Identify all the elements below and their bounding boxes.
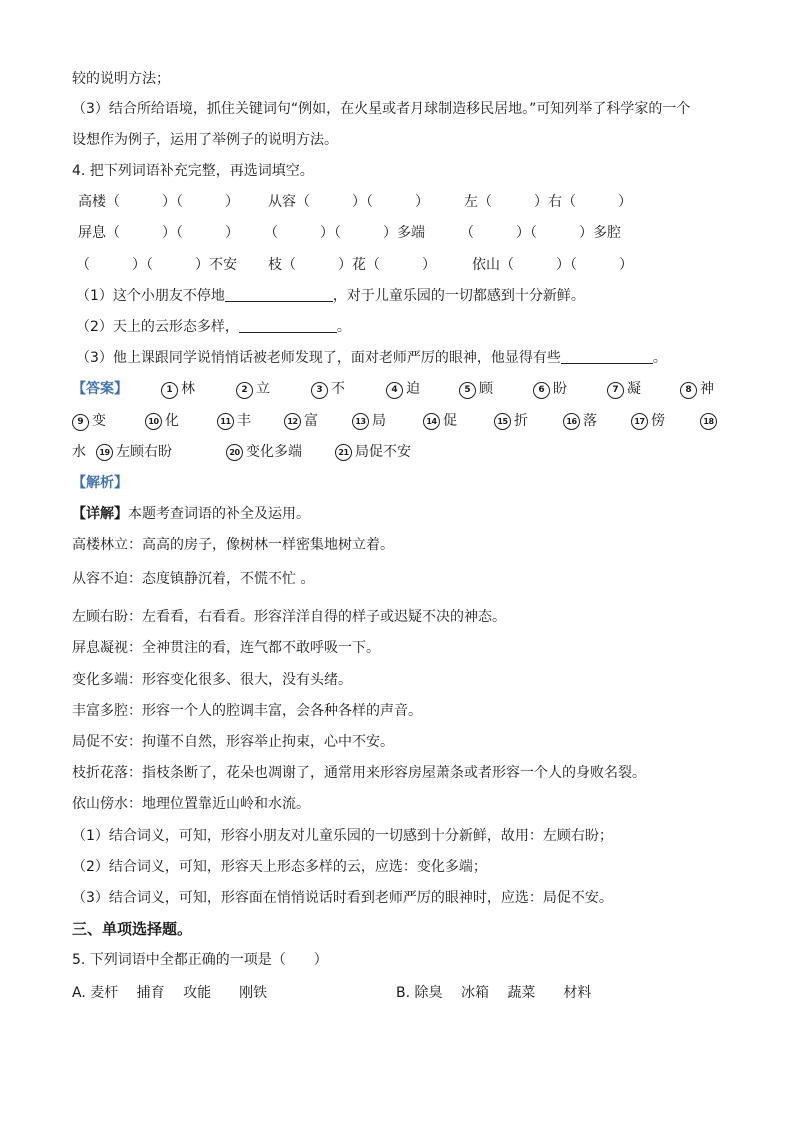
answer-item: 11 丰	[217, 412, 251, 430]
answer-item: 12 富	[284, 412, 318, 430]
explanation-line: 左顾右盼：左看看，右看看。形容洋洋自得的样子或迟疑不决的神态。	[72, 609, 506, 625]
word-blank: 左（ ）右（ ）	[464, 194, 632, 210]
word-blank: 依山（ ）（ ）	[472, 257, 633, 273]
word-blank: 屏息（ ）（ ）	[78, 225, 239, 241]
explanation-line: 枝折花落：指枝条断了，花朵也凋谢了，通常用来形容房屋萧条或者形容一个人的身败名裂。	[72, 765, 646, 781]
answer-item: 2 立	[236, 380, 270, 399]
fill-sentence-2: （2）天上的云形态多样， 。	[76, 319, 351, 335]
answer-item: 7 凝	[607, 380, 641, 399]
fill-sentence-1: （1）这个小朋友不停地 ，对于儿童乐园的一切都感到十分新鲜。	[76, 288, 585, 304]
answer-blank	[225, 287, 333, 302]
answer-item: 4 迫	[386, 380, 420, 399]
detail-line: 【详解】本题考查词语的补全及运用。	[72, 506, 310, 522]
explanation-line: 丰富多腔：形容一个人的腔调丰富，会各种各样的声音。	[72, 703, 422, 719]
answer-item: 15 折	[494, 412, 528, 430]
answer-item: 5 顾	[459, 380, 493, 399]
word-blank: （ ）（ ）多端	[264, 225, 425, 241]
explanation-line: 屏息凝视：全神贯注的看，连气都不敢呼吸一下。	[72, 640, 380, 656]
answer-item: 19 左顾右盼	[96, 443, 172, 461]
answer-item: 13 局	[352, 412, 386, 430]
answer-item: 20 变化多端	[226, 443, 302, 461]
answer-item: 10 化	[145, 412, 179, 430]
answer-item-continued: 水	[72, 444, 86, 460]
word-blank: 枝（ ）花（ ）	[268, 257, 436, 273]
answer-item: 3 不	[311, 380, 345, 399]
fill-sentence-3: （3）他上课跟同学说悄悄话被老师发现了，面对老师严厉的眼神，他显得有些 。	[76, 350, 667, 366]
answer-item: 14 促	[423, 412, 457, 430]
answer-item: 21 局促不安	[335, 443, 411, 461]
explanation-line: 变化多端：形容变化很多、很大，没有头绪。	[72, 672, 352, 688]
conclusion-line: （1）结合词义，可知，形容小朋友对儿童乐园的一切感到十分新鲜，故用：左顾右盼；	[72, 828, 613, 844]
word-blank: 高楼（ ）（ ）	[78, 194, 239, 210]
text-line: （3）结合所给语境，抓住关键词句“例如，在火星或者月球制造移民居地。”可知列举了科学家的一个	[72, 101, 691, 117]
question-4-title: 4. 把下列词语补充完整，再选词填空。	[72, 163, 314, 179]
option-b: B. 除臭 冰箱 蔬菜 材料	[396, 985, 592, 1001]
word-blank: （ ）（ ）不安	[76, 257, 237, 273]
answer-blank	[561, 349, 653, 364]
word-blank: （ ）（ ）多腔	[460, 225, 621, 241]
analysis-label: 【解析】	[72, 475, 128, 491]
word-blank: 从容（ ）（ ）	[268, 194, 429, 210]
text-line: 较的说明方法；	[72, 71, 170, 87]
section-3-heading: 三、单项选择题。	[72, 920, 193, 938]
answer-item: 6 盼	[533, 380, 567, 399]
answer-item: 16 落	[563, 412, 597, 430]
conclusion-line: （3）结合词义，可知，形容面在悄悄说话时看到老师严厉的眼神时，应选：局促不安。	[72, 890, 613, 906]
answer-item: 17 傍	[631, 412, 665, 430]
explanation-line: 高楼林立：高高的房子，像树林一样密集地树立着。	[72, 537, 394, 553]
text-line: 设想作为例子，运用了举例子的说明方法。	[72, 132, 338, 148]
explanation-line: 依山傍水：地理位置靠近山岭和水流。	[72, 796, 310, 812]
answer-blank	[239, 318, 337, 333]
answer-item: 8 神	[680, 380, 714, 399]
question-5-title: 5. 下列词语中全都正确的一项是（ ）	[72, 952, 328, 968]
option-a: A. 麦杆 捕育 攻能 刚铁	[72, 985, 268, 1001]
answer-item: 9 变	[72, 412, 106, 431]
conclusion-line: （2）结合词义，可知，形容天上形态多样的云，应选：变化多端；	[72, 859, 487, 875]
explanation-line: 从容不迫：态度镇静沉着，不慌不忙 。	[72, 571, 315, 587]
explanation-line: 局促不安：拘谨不自然，形容举止拘束，心中不安。	[72, 734, 394, 750]
answer-item: 18	[700, 412, 720, 430]
answer-label: 【答案】	[72, 381, 128, 397]
answer-item: 1 林	[161, 380, 195, 399]
